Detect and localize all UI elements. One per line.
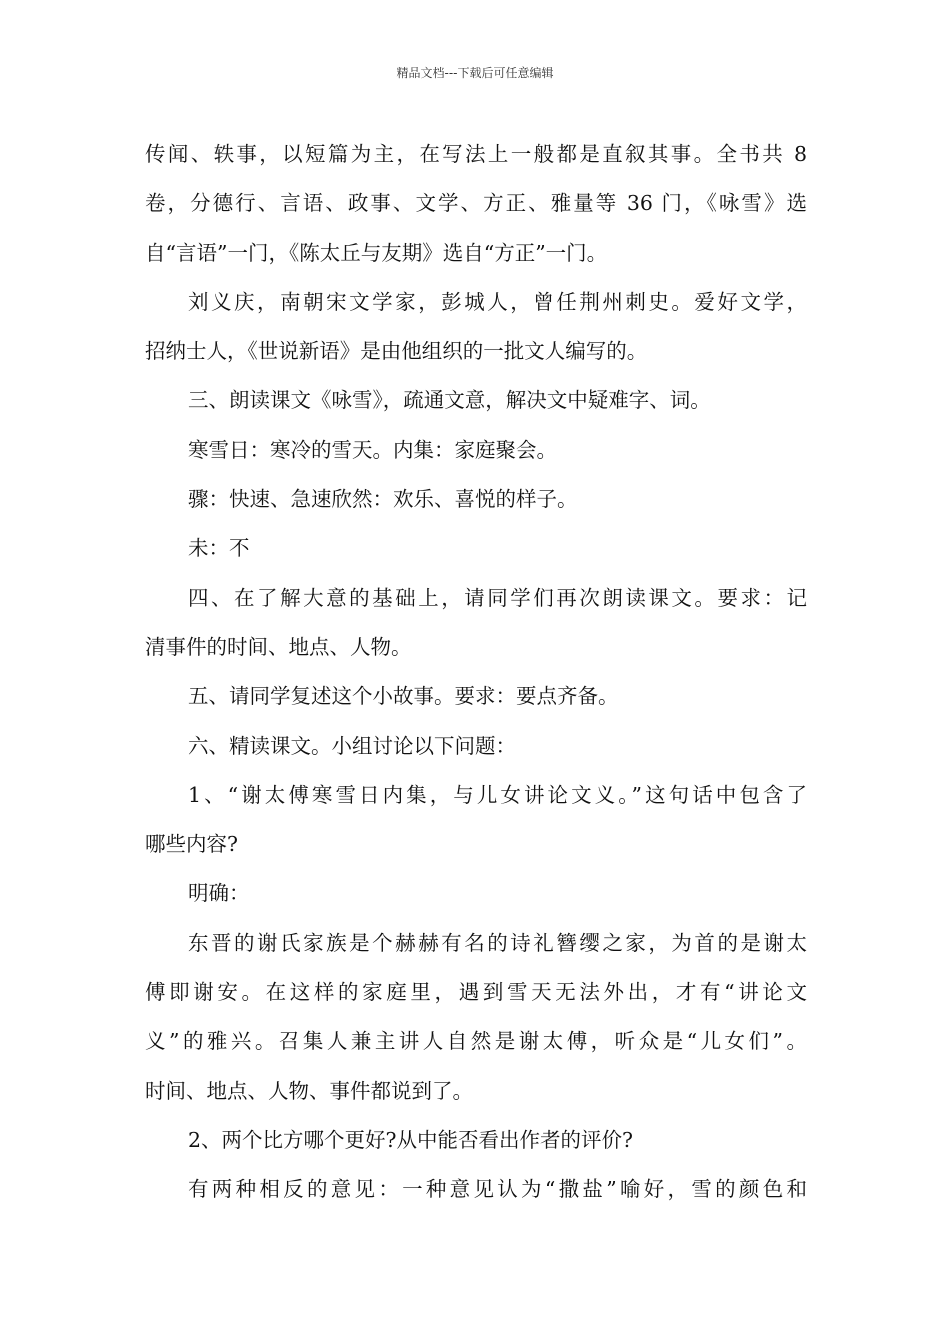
text-line: 六、精读课文。小组讨论以下问题： [188, 733, 516, 758]
text-line: 刘义庆，南朝宋文学家，彭城人，曾任荆州刺史。爱好文学， [188, 289, 807, 314]
text-line: 2、两个比方哪个更好?从中能否看出作者的评价? [188, 1127, 634, 1152]
text-line: 未：不 [188, 536, 250, 561]
text-line: 招纳士人，《世说新语》是由他组织的一批文人编写的。 [145, 339, 648, 364]
text-line: 时间、地点、人物、事件都说到了。 [145, 1078, 473, 1103]
text-line: 寒雪日：寒冷的雪天。内集：家庭聚会。 [188, 437, 557, 462]
text-line: 卷，分德行、言语、政事、文学、方正、雅量等 36 门，《咏雪》选 [145, 191, 807, 216]
text-line: 东晋的谢氏家族是个赫赫有名的诗礼簪缨之家，为首的是谢太 [188, 930, 807, 955]
text-line: 清事件的时间、地点、人物。 [145, 634, 412, 659]
text-line: 五、请同学复述这个小故事。要求：要点齐备。 [188, 684, 619, 709]
text-line: 传闻、轶事，以短篇为主，在写法上一般都是直叙其事。全书共 8 [145, 142, 807, 166]
text-line: 自“言语”一门，《陈太丘与友期》选自“方正”一门。 [145, 240, 608, 265]
text-line: 1、“谢太傅寒雪日内集，与儿女讲论文义。”这句话中包含了 [188, 782, 807, 807]
text-line: 有两种相反的意见：一种意见认为“撒盐”喻好，雪的颜色和 [188, 1177, 807, 1202]
text-line: 四、在了解大意的基础上，请同学们再次朗读课文。要求：记 [188, 585, 807, 610]
text-line: 三、朗读课文《咏雪》，疏通文意，解决文中疑难字、词。 [188, 388, 711, 413]
page-header: 精品文档---下载后可任意编辑 [396, 66, 554, 80]
document-body [145, 130, 807, 1215]
text-line: 傅即谢安。在这样的家庭里，遇到雪天无法外出，才有“讲论文 [145, 980, 807, 1005]
text-line: 明确： [188, 881, 250, 906]
text-line: 义”的雅兴。召集人兼主讲人自然是谢太傅，听众是“儿女们”。 [145, 1029, 807, 1054]
text-line: 骤：快速、急速欣然：欢乐、喜悦的样子。 [188, 487, 578, 512]
text-line: 哪些内容? [145, 832, 238, 857]
